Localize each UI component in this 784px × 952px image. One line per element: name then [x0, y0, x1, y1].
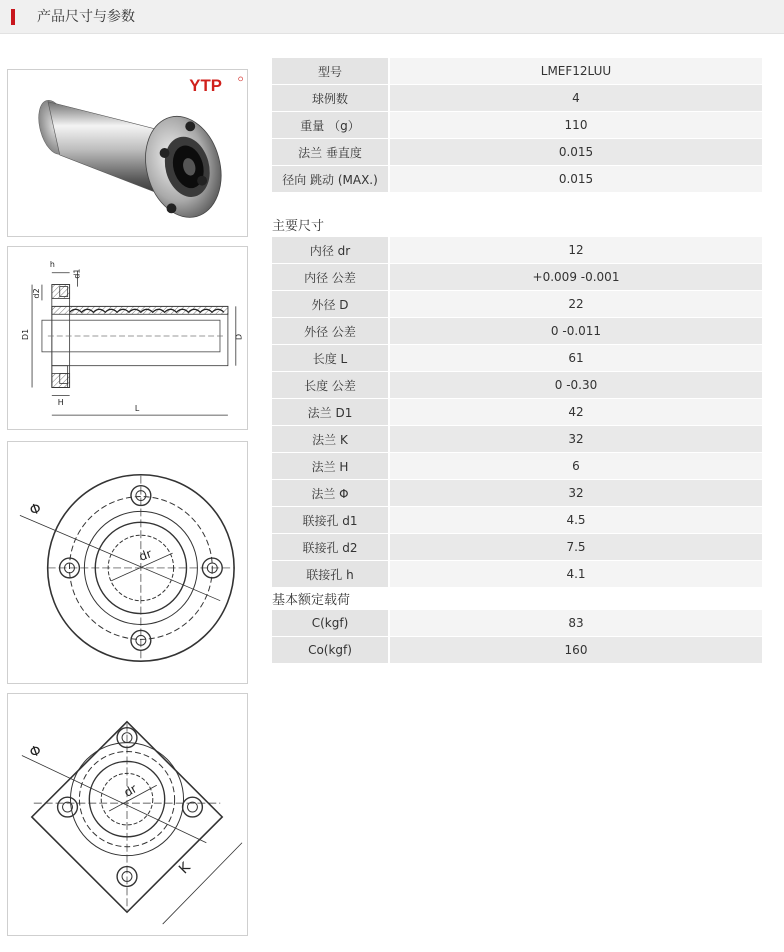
row-label: 联接孔 d1	[272, 507, 390, 534]
table-row	[272, 237, 762, 264]
row-value: 4.5	[390, 507, 762, 534]
row-value: 32	[390, 480, 762, 507]
label-h: h	[49, 259, 55, 269]
table-row	[272, 345, 762, 372]
product-photo	[7, 69, 248, 237]
row-value: 6	[390, 453, 762, 480]
row-value: 160	[390, 637, 762, 664]
row-value: 0.015	[390, 166, 762, 193]
row-value: 0.015	[390, 139, 762, 166]
dimension-table	[272, 237, 762, 588]
row-value: 22	[390, 291, 762, 318]
row-label: 球例数	[272, 85, 390, 112]
table-row	[272, 264, 762, 291]
table-row	[272, 561, 762, 588]
label-d1: d1	[72, 268, 82, 279]
row-label: C(kgf)	[272, 610, 390, 637]
table-row	[272, 534, 762, 561]
label-d2: d2	[31, 288, 41, 299]
row-label: 内径 公差	[272, 264, 390, 291]
label-phi-sq: Φ	[27, 742, 44, 762]
table-row	[272, 85, 762, 112]
row-label: 联接孔 h	[272, 561, 390, 588]
row-value: 4.1	[390, 561, 762, 588]
row-value: 83	[390, 610, 762, 637]
table-row	[272, 139, 762, 166]
label-L: L	[134, 404, 140, 414]
row-label: 长度 L	[272, 345, 390, 372]
table-row	[272, 399, 762, 426]
row-label: Co(kgf)	[272, 637, 390, 664]
table-row	[272, 453, 762, 480]
row-label: 径向 跳动 (MAX.)	[272, 166, 390, 193]
label-phi: Φ	[27, 500, 44, 520]
row-value: +0.009 -0.001	[390, 264, 762, 291]
table-row	[272, 166, 762, 193]
load-title: 基本额定载荷	[272, 593, 351, 608]
row-label: 内径 dr	[272, 237, 390, 264]
page-title: 产品尺寸与参数	[37, 9, 135, 25]
label-D1: D1	[21, 328, 31, 340]
label-dr-sq: dr	[121, 781, 140, 800]
row-label: 外径 D	[272, 291, 390, 318]
square-flange-drawing	[7, 693, 248, 936]
row-value: 32	[390, 426, 762, 453]
round-flange-drawing	[7, 441, 248, 684]
row-label: 长度 公差	[272, 372, 390, 399]
table-row	[272, 318, 762, 345]
table-row	[272, 426, 762, 453]
side-section-drawing	[7, 246, 248, 430]
table-row	[272, 372, 762, 399]
brand-logo: YTP	[189, 75, 222, 95]
row-label: 重量 （g）	[272, 112, 390, 139]
row-value: 0 -0.011	[390, 318, 762, 345]
table-row	[272, 112, 762, 139]
row-value: 110	[390, 112, 762, 139]
section-header	[0, 0, 784, 34]
row-label: 法兰 D1	[272, 399, 390, 426]
row-value: 4	[390, 85, 762, 112]
row-value: 12	[390, 237, 762, 264]
row-label: 外径 公差	[272, 318, 390, 345]
row-value: 42	[390, 399, 762, 426]
row-label: 法兰 Φ	[272, 480, 390, 507]
table-row	[272, 291, 762, 318]
row-label: 法兰 垂直度	[272, 139, 390, 166]
row-value: 0 -0.30	[390, 372, 762, 399]
label-dr: dr	[137, 546, 154, 564]
row-value: 7.5	[390, 534, 762, 561]
load-table	[272, 610, 762, 664]
row-value: LMEF12LUU	[390, 58, 762, 85]
dimensions-title: 主要尺寸	[272, 219, 325, 234]
row-value: 61	[390, 345, 762, 372]
row-label: 联接孔 d2	[272, 534, 390, 561]
row-label: 法兰 K	[272, 426, 390, 453]
header-accent-bar	[11, 9, 15, 25]
table-row	[272, 610, 762, 637]
table-row	[272, 58, 762, 85]
label-K: K	[176, 859, 194, 878]
label-D: D	[234, 333, 244, 340]
row-label: 型号	[272, 58, 390, 85]
basic-spec-table	[272, 58, 762, 193]
row-label: 法兰 H	[272, 453, 390, 480]
table-row	[272, 507, 762, 534]
table-row	[272, 480, 762, 507]
table-row	[272, 637, 762, 664]
label-H: H	[57, 398, 64, 408]
